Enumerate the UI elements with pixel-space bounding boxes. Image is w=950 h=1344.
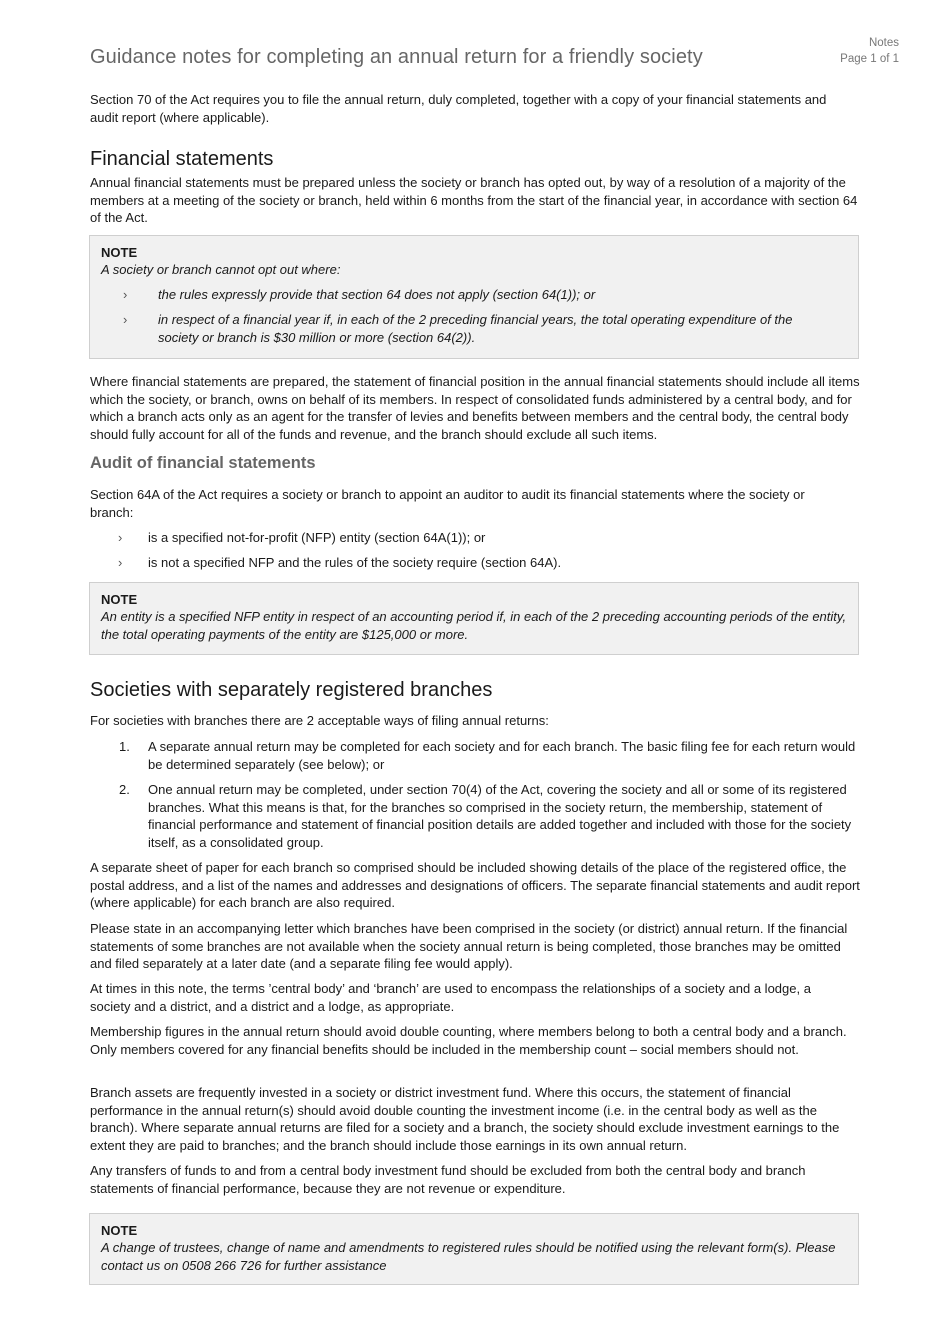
bullet-chevron-icon: ›: [118, 555, 123, 570]
nfp-note-box: [89, 582, 859, 655]
note-text: A change of trustees, change of name and amendments to registered rules should be notified using the relevant form(s). Please contact us on 0508 266 726 for further assistance: [101, 1240, 836, 1273]
branches-paragraph: Please state in an accompanying letter which branches have been comprised in the society (or district) annual return. If the financial statements of some branches are not available when the society annual return is being completed, those branches may be omitted and filed separately at a later date (and a separate filing fee would apply).: [90, 921, 848, 972]
note-label: NOTE: [101, 1223, 138, 1238]
note-label: NOTE: [101, 592, 138, 607]
note-label: NOTE: [101, 245, 138, 260]
opt-out-note-box: [89, 235, 859, 359]
financial-statements-paragraph: Annual financial statements must be prepared unless the society or branch has opted out, by way of a resolution of a majority of the members at a meeting of the society or branch, held within 6 months from the start of the financial year, in accordance with section 64 of the Act.: [90, 175, 858, 226]
page-corner-info: [840, 35, 899, 67]
branches-paragraph: Membership figures in the annual return should avoid double counting, where members belong to both a central body and a branch. Only members covered for any financial benefits should be included in the membership count – social members should not.: [90, 1024, 847, 1057]
contact-note-box: [89, 1213, 859, 1285]
list-item-text: A separate annual return may be completed for each society and for each branch. The basic filing fee for each return would be determined separately (see below); or: [148, 739, 856, 772]
note-bullet: [101, 286, 847, 304]
audit-bullet-text: is a specified not-for-profit (NFP) entity (section 64A(1)); or: [148, 530, 486, 545]
audit-bullet: [90, 554, 860, 572]
branches-list-item: [90, 738, 860, 773]
audit-paragraph: Section 64A of the Act requires a society or branch to appoint an auditor to audit its financial statements where the society or branch:: [90, 487, 805, 520]
document-title: Guidance notes for completing an annual return for a friendly society: [90, 46, 703, 68]
note-bullet: [101, 311, 818, 346]
note-bullet-text: the rules expressly provide that section 64 does not apply (section 64(1)); or: [158, 286, 596, 302]
branches-heading: Societies with separately registered branches: [90, 679, 493, 701]
note-intro: A society or branch cannot opt out where:: [101, 262, 341, 277]
note-bullet-text: in respect of a financial year if, in each of the 2 preceding financial years, the total operating expenditure of the society or branch is $30 million or more (section 64(2)).: [158, 312, 793, 345]
branches-paragraph: At times in this note, the terms ’central body’ and ‘branch’ are used to encompass the relationships of a society and a lodge, a society and a district, and a district and a lodge, as appropriate.: [90, 981, 811, 1014]
page-indicator: Page 1 of 1: [840, 53, 899, 65]
audit-bullet-text: is not a specified NFP and the rules of the society require (section 64A).: [148, 555, 562, 570]
bullet-chevron-icon: ›: [123, 312, 128, 328]
bullet-chevron-icon: ›: [123, 286, 128, 302]
branches-paragraph: Any transfers of funds to and from a central body investment fund should be excluded from both the central body and branch statements of financial performance, because they are not revenue or expenditure.: [90, 1163, 806, 1196]
branches-paragraph: Branch assets are frequently invested in a society or district investment fund. Where this occurs, the statement of financial performance in the annual return(s) should avoid double counting the investment income (i.e. in the central body as well as the branch). Where separate annual returns are filed for a society and a branch, the society should exclude investment earnings to the extent they are paid to branches; and the branch should include those earnings in its own annual return.: [90, 1085, 840, 1153]
corner-label: Notes: [868, 37, 899, 49]
intro-paragraph: Section 70 of the Act requires you to file the annual return, duly completed, together with a copy of your financial statements and audit report (where applicable).: [90, 92, 827, 125]
list-number: 1.: [119, 739, 130, 754]
audit-bullet: [90, 529, 860, 547]
branches-paragraph: A separate sheet of paper for each branch so comprised should be included showing details of the place of the registered office, the postal address, and a list of the names and addresses and designations of officers. The separate financial statements and audit report (where applicable) for each branch are also required.: [90, 860, 860, 911]
financial-position-paragraph: Where financial statements are prepared, the statement of financial position in the annual financial statements should include all items which the society, or branch, owns on behalf of its members. In respect of consolidated funds administered by a central body, and for which a branch acts only as an agent for the transfer of levies and benefits between members and the central body, the central body should fully account for all of the funds and revenue, and the branch should exclude all such items.: [90, 374, 860, 442]
bullet-chevron-icon: ›: [118, 530, 123, 545]
financial-statements-heading: Financial statements: [90, 148, 274, 170]
note-text: An entity is a specified NFP entity in respect of an accounting period if, in each of the 2 preceding accounting periods of the entity, the total operating payments of the entity are $125,000 or more.: [101, 609, 847, 642]
list-number: 2.: [119, 782, 130, 797]
audit-heading: Audit of financial statements: [90, 454, 316, 472]
branches-intro: For societies with branches there are 2 acceptable ways of filing annual returns:: [90, 713, 549, 728]
branches-list-item: [90, 781, 860, 851]
list-item-text: One annual return may be completed, under section 70(4) of the Act, covering the society and all or some of its registered branches. What this means is that, for the branches so comprised in the society return, the membership, statement of financial performance and statement of financial position details are added together and included with those for the society itself, as a consolidated group.: [148, 782, 852, 850]
